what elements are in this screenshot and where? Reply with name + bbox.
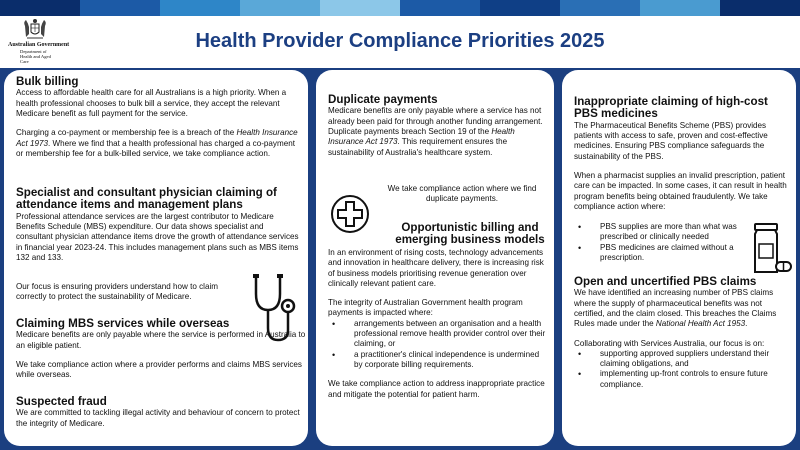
overseas-section (16, 318, 306, 381)
pbs-heading: Inappropriate claiming of high-cost PBS medicines (574, 95, 768, 121)
stripe-segment (240, 0, 320, 16)
pbs-p2: When a pharmacist supplies an invalid prescription, patient care can be impacted. In some cases, it can result in health program benefits being obtained fraudulently. We take compliance action where: (574, 171, 787, 211)
bulk-billing-heading: Bulk billing (16, 75, 79, 88)
fraud-p1: We are committed to tackling illegal activity and behaviour of concern to protect the integrity of Medicare. (16, 408, 300, 428)
overseas-heading: Claiming MBS services while overseas (16, 317, 230, 330)
list-item: • PBS supplies are more than what was prescribed or clinically needed (574, 222, 746, 243)
specialist-p2: Our focus is ensuring providers understand how to claim correctly to protect the sustainability of Medicare. (16, 282, 218, 302)
medicine-bottle-icon (750, 222, 792, 278)
duplicate-callout-text: We take compliance action where we find duplicate payments. (387, 184, 537, 204)
stripe-segment (560, 0, 640, 16)
opportunistic-p1: In an environment of rising costs, technology advancements and innovation in healthcare delivery, there is increasing risk of business models prioritising revenue generation over clinically relevant patient care. (328, 248, 544, 288)
opportunistic-p2: The integrity of Australian Government health program payments is impacted where: (328, 298, 523, 318)
uncertified-section (574, 276, 790, 390)
duplicate-callout (378, 184, 546, 205)
pbs-list (574, 222, 746, 263)
page-title: Health Provider Compliance Priorities 2025 (195, 30, 605, 52)
panel-left (4, 70, 308, 446)
uncertified-heading: Open and uncertified PBS claims (574, 275, 757, 288)
overseas-p1: Medicare benefits are only payable where the service is performed in Australia to an eligible patient. (16, 330, 306, 350)
panel-right (562, 70, 796, 446)
opportunistic-heading: Opportunistic billing and emerging business models (395, 221, 545, 247)
opportunistic-list (328, 319, 548, 370)
specialist-heading: Specialist and consultant physician claiming of attendance items and management plans (16, 186, 277, 212)
dept-name: Department of Health and Aged Care (20, 49, 51, 64)
duplicate-heading: Duplicate payments (328, 93, 438, 106)
uncertified-p2: Collaborating with Services Australia, our focus is on: (574, 338, 765, 348)
stripe-segment (400, 0, 480, 16)
stripe-segment (80, 0, 160, 16)
gov-name: Australian Government (8, 42, 70, 48)
list-item: • implementing up-front controls to ensure future compliance. (574, 369, 790, 390)
panel-middle (316, 70, 554, 446)
duplicate-p1: Medicare benefits are only payable where a service has not already been paid for through another funding arrangement. Duplicate payments breach Section 19 of the Health Insurance Act 1973. This requirement ensures the sustainability of Australia's healthcare system. (328, 106, 543, 157)
stripe-segment (0, 0, 80, 16)
stripe-segment (480, 0, 560, 16)
opportunistic-heading-wrap (392, 222, 548, 247)
bulk-billing-p1: Access to affordable health care for all Australians is a high priority. When a health professional chooses to bulk bill a service, they accept the relevant Medicare benefit as full payment for the service. (16, 88, 287, 118)
opportunistic-p3: We take compliance action to address inappropriate practice and mitigate the potential for patient harm. (328, 379, 545, 399)
bulk-billing-section (16, 76, 302, 159)
pbs-section (574, 96, 790, 212)
list-item: • a practitioner's clinical independence is undermined by corporate billing requirements. (328, 350, 548, 371)
stripe-segment (640, 0, 720, 16)
uncertified-list (574, 349, 790, 390)
overseas-p2: We take compliance action where a provider performs and claims MBS services while overseas. (16, 360, 302, 380)
stripe-segment (720, 0, 800, 16)
header-bar (0, 16, 800, 68)
top-color-stripe (0, 0, 800, 16)
duplicate-section (328, 94, 546, 158)
opportunistic-section (328, 248, 548, 400)
medical-cross-icon (330, 194, 370, 234)
fraud-section (16, 396, 302, 429)
pbs-p1: The Pharmaceutical Benefits Scheme (PBS) provides patients with access to safe, proven and cost-effective medicines. Ensuring PBS compliance safeguards the sustainability of the PBS. (574, 120, 768, 161)
bulk-billing-p2: Charging a co-payment or membership fee is a breach of the Health Insurance Act 1973. Where we find that a health professional has charged a co-payment or membership fee for a bulk-billed service, we take compliance action. (16, 128, 298, 158)
specialist-focus (16, 282, 248, 303)
uncertified-p1: We have identified an increasing number of PBS claims where the supply of pharmaceutical benefits was not certified, and the claim closed. This breaches the Claims Rules made under the National Health Act 1953. (574, 288, 777, 329)
list-item: • arrangements between an organisation and a health professional remove health provider control over their claiming, or (328, 319, 548, 350)
stripe-segment (160, 0, 240, 16)
list-item: • PBS medicines are claimed without a prescription. (574, 243, 746, 264)
specialist-section (16, 187, 302, 263)
list-item: • supporting approved suppliers understand their claiming obligations, and (574, 349, 790, 370)
fraud-heading: Suspected fraud (16, 395, 107, 408)
stripe-segment (320, 0, 400, 16)
specialist-p1: Professional attendance services are the largest contributor to Medicare Benefits Schedule (MBS) expenditure. Our data shows specialist and consultant physician attendance items drove the growth of attendance services in financial year 2023-24. This includes management plans such as MBS items 132 and 133. (16, 211, 299, 262)
